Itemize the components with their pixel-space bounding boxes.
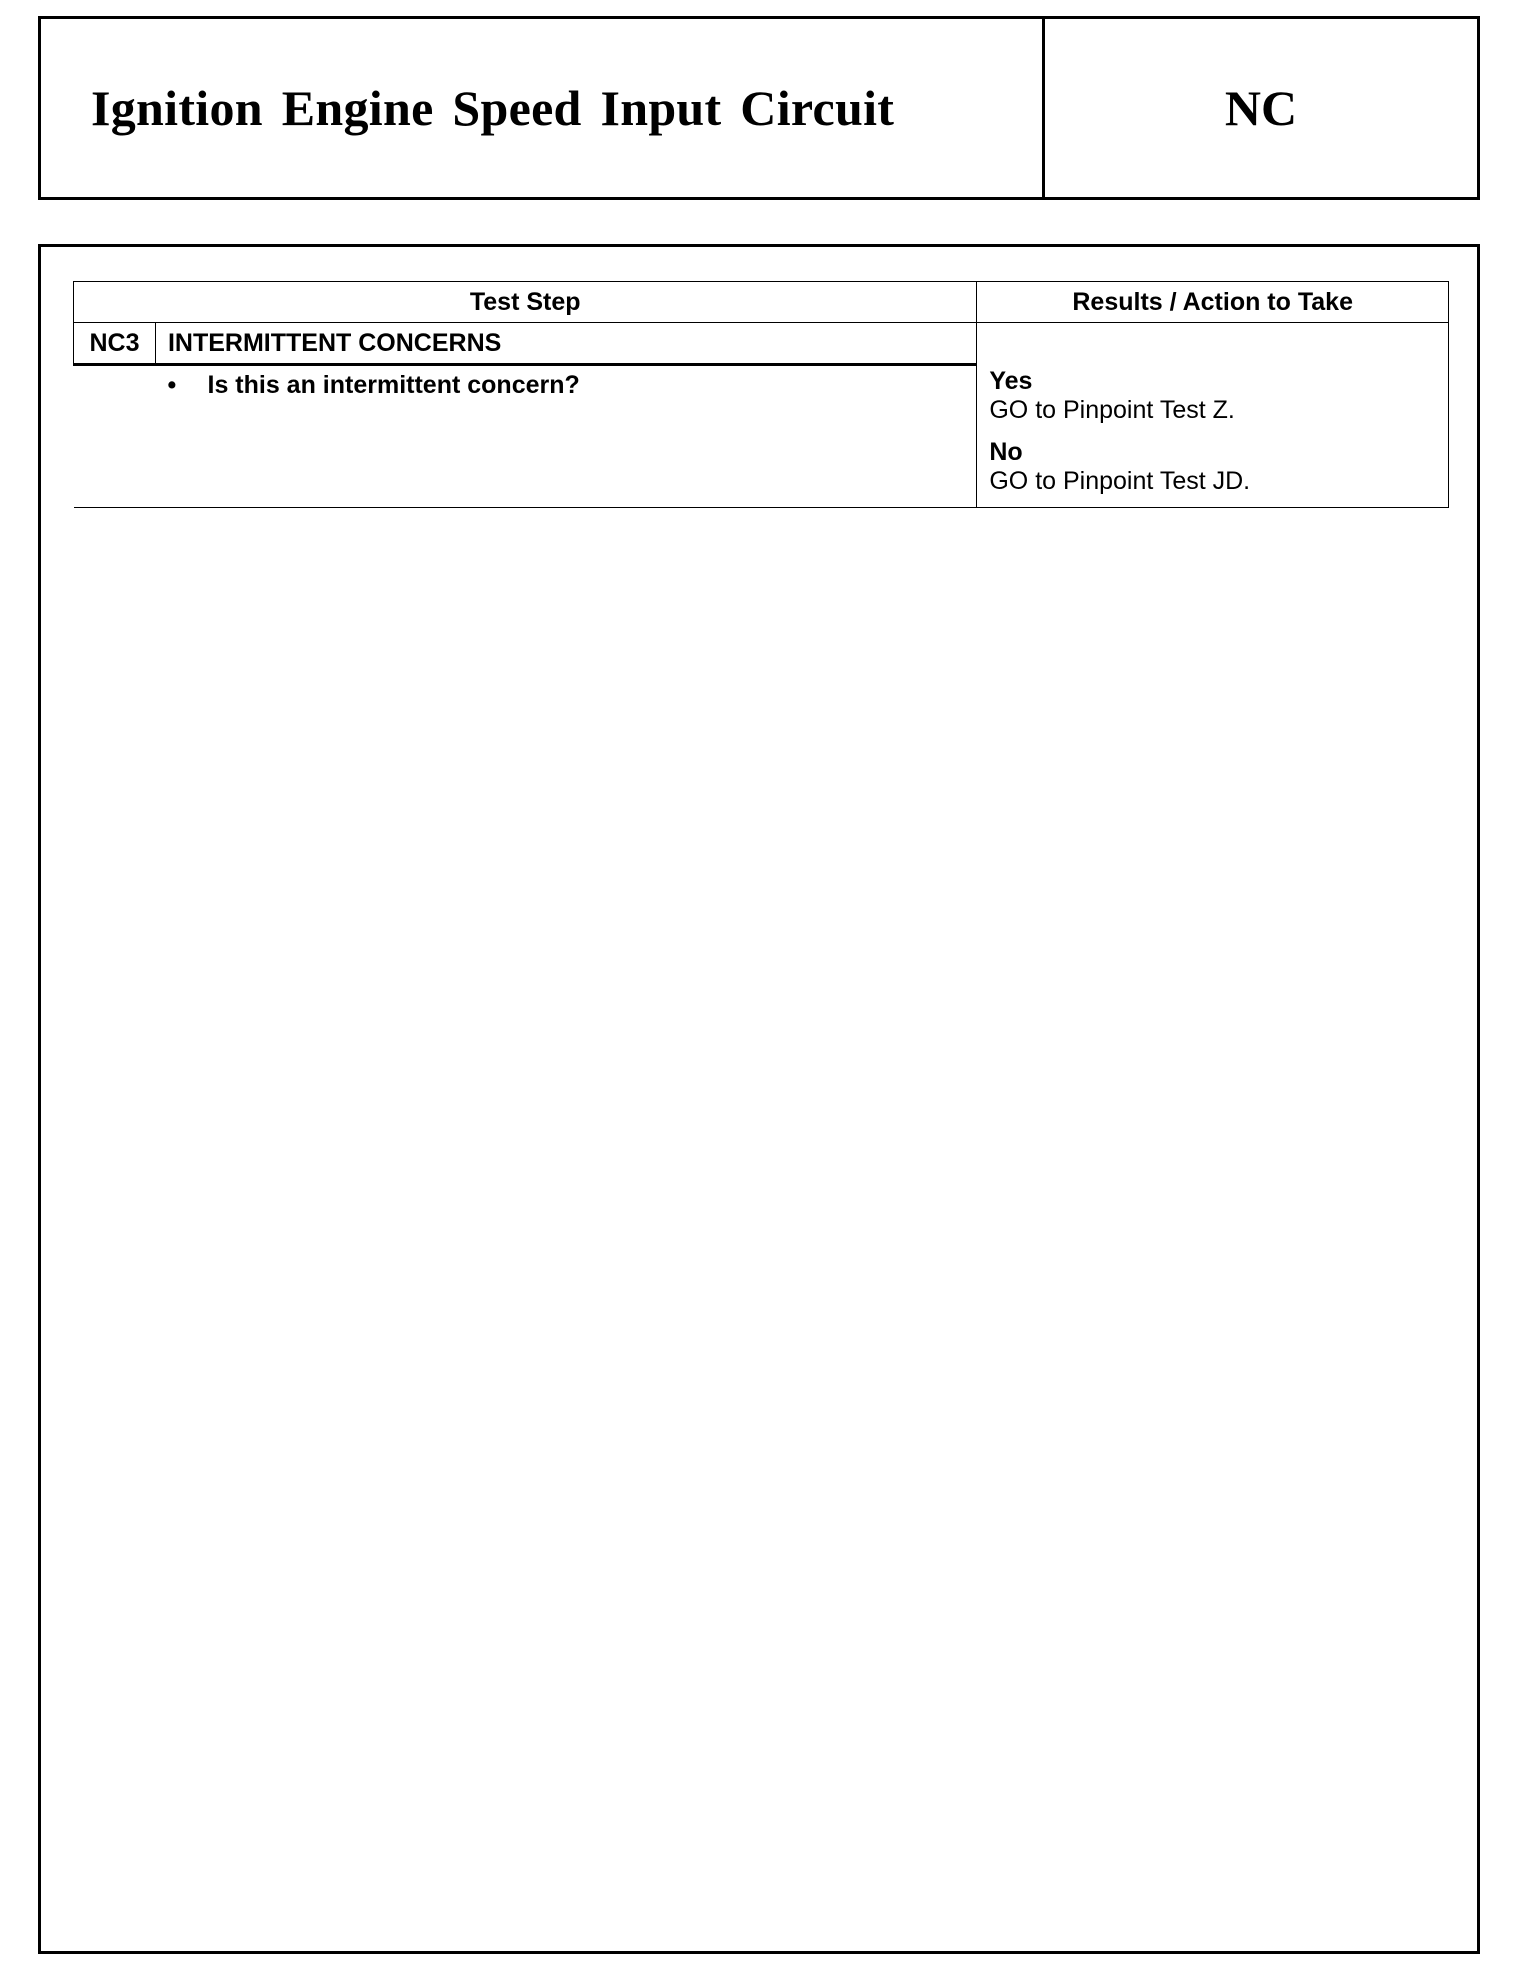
- result-label-yes: Yes: [989, 367, 1033, 395]
- header-title-cell: [41, 19, 1045, 197]
- result-no: [989, 438, 1448, 497]
- step-body: [74, 365, 977, 508]
- table-header-row: [74, 282, 1449, 323]
- test-step-table: [73, 281, 1449, 508]
- column-header-test-step: Test Step: [74, 282, 977, 323]
- result-label-no: No: [989, 437, 1023, 466]
- result-action-yes: GO to Pinpoint Test Z.: [989, 396, 1235, 425]
- table-row: [74, 323, 1449, 365]
- column-header-results: Results / Action to Take: [977, 282, 1449, 323]
- results-cell: [977, 323, 1449, 508]
- page-title: Ignition Engine Speed Input Circuit: [91, 80, 895, 136]
- header-code-cell: [1045, 19, 1477, 197]
- question-text: Is this an intermittent concern?: [207, 371, 580, 399]
- section-code: NC: [1224, 80, 1298, 136]
- step-question: [74, 371, 977, 507]
- result-yes: [989, 367, 1448, 426]
- step-id: NC3: [74, 323, 156, 365]
- result-action-no: GO to Pinpoint Test JD.: [989, 466, 1251, 495]
- page-header: [38, 16, 1480, 200]
- content-frame: [38, 244, 1480, 1954]
- step-title: INTERMITTENT CONCERNS: [155, 323, 976, 365]
- bullet-icon: •: [167, 371, 177, 399]
